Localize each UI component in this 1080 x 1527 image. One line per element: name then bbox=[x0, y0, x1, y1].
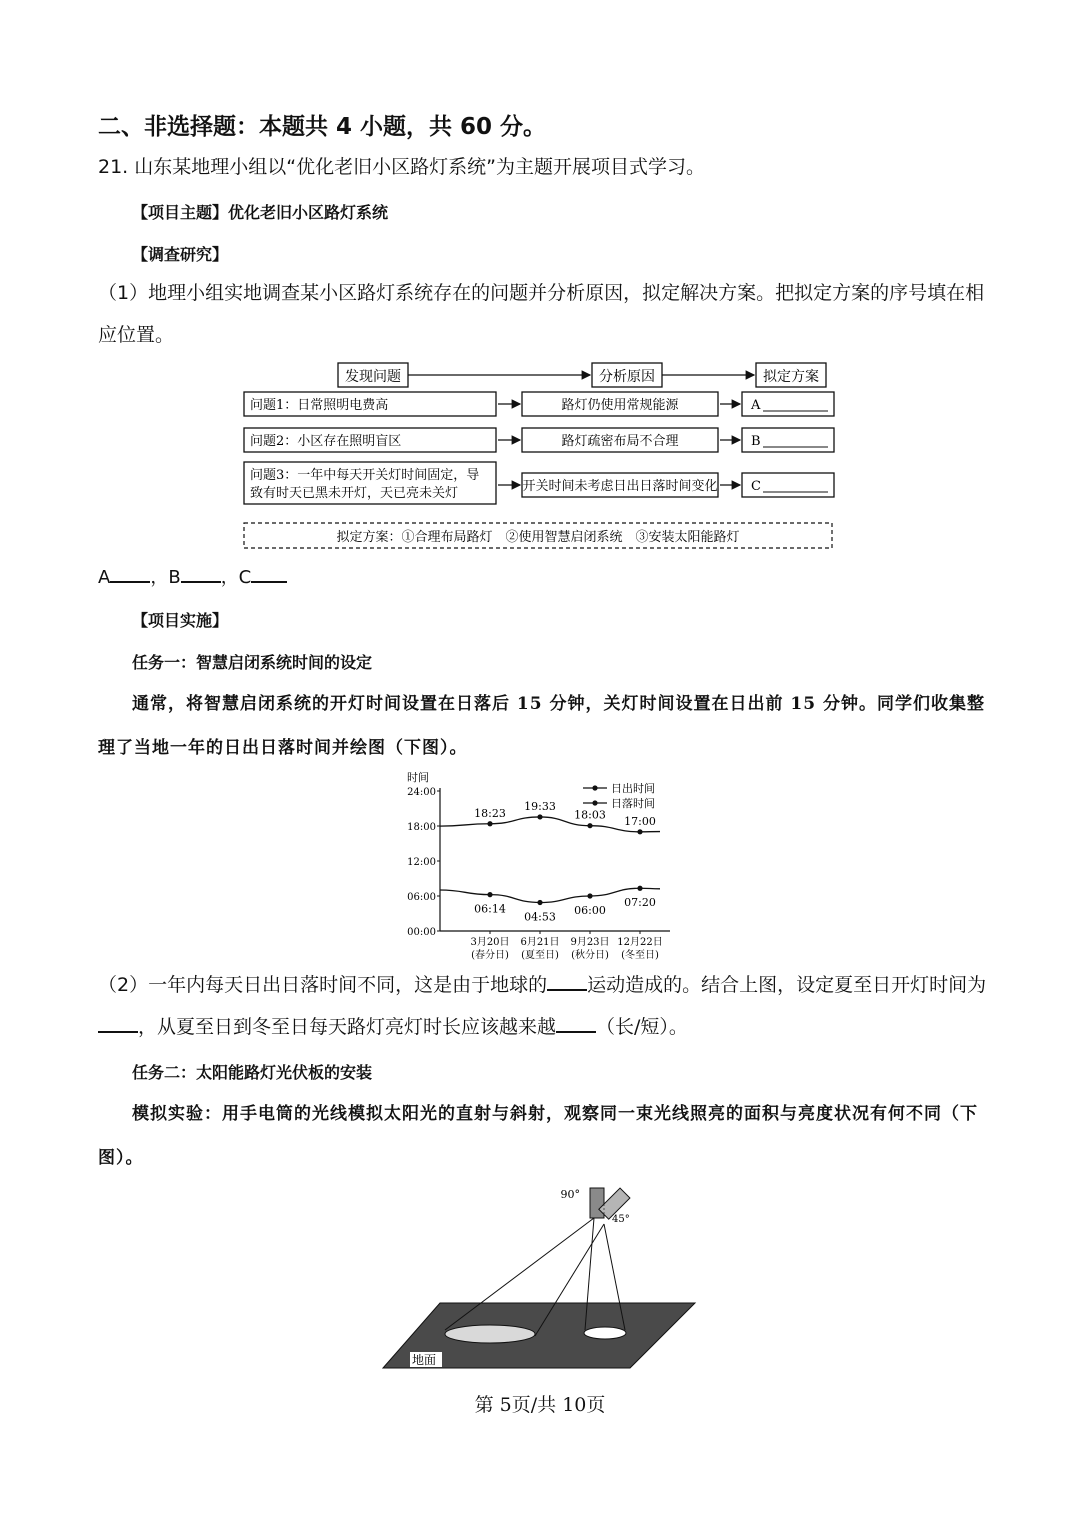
legend-marker bbox=[592, 785, 597, 790]
problem3-line1: 问题3：一年中每天开关灯时间固定，导 bbox=[250, 468, 480, 483]
data-label: 19:33 bbox=[524, 799, 556, 813]
data-point bbox=[587, 823, 592, 828]
question-intro: 21. 山东某地理小组以“优化老旧小区路灯系统”为主题开展项目式学习。 bbox=[98, 156, 705, 178]
x-tick-note: (秋分日) bbox=[571, 950, 609, 961]
direct-light-spot bbox=[584, 1327, 626, 1339]
chart-ylabel: 时间 bbox=[407, 771, 429, 784]
data-label: 04:53 bbox=[524, 910, 556, 924]
x-tick-label: 12月22日 bbox=[617, 937, 663, 948]
x-tick-note: (春分日) bbox=[471, 950, 509, 961]
q2-part1: （2）一年内每天日出日落时间不同，这是由于地球的 bbox=[98, 974, 548, 996]
implementation-heading: 【项目实施】 bbox=[132, 611, 229, 630]
problem3-line2: 致有时天已黑未开灯，天已亮未关灯 bbox=[250, 486, 459, 501]
x-tick-note: (夏至日) bbox=[521, 950, 559, 961]
ground-label: 地面 bbox=[412, 1353, 437, 1367]
survey-heading: 【调查研究】 bbox=[132, 245, 229, 264]
data-label: 07:20 bbox=[624, 896, 656, 910]
x-tick-label: 3月20日 bbox=[470, 937, 510, 948]
q2-blank-trend[interactable] bbox=[556, 1013, 596, 1033]
angle-90-label: 90° bbox=[560, 1188, 580, 1201]
header-analyze: 分析原因 bbox=[599, 369, 655, 385]
legend-label: 日出时间 bbox=[611, 782, 655, 795]
flowchart bbox=[240, 360, 840, 555]
slot-b: B bbox=[751, 434, 761, 449]
page-footer: 第 5页/共 10页 bbox=[474, 1394, 606, 1416]
data-label: 18:03 bbox=[574, 808, 606, 822]
cause2: 路灯疏密布局不合理 bbox=[561, 434, 679, 449]
q1-text: （1）地理小组实地调查某小区路灯系统存在的问题并分析原因，拟定解决方案。把拟定方案的序号填在相应位置。 bbox=[98, 282, 985, 346]
task1-text: 通常，将智慧启闭系统的开灯时间设置在日落后 15 分钟，关灯时间设置在日出前 15 分钟。同学们收集整理了当地一年的日出日落时间并绘图（下图）。 bbox=[98, 694, 985, 758]
angle-45-label: 45° bbox=[612, 1214, 630, 1225]
q2-blank-time[interactable] bbox=[98, 1013, 138, 1033]
options-text: 拟定方案：①合理布局路灯 ②使用智慧启闭系统 ③安装太阳能路灯 bbox=[336, 530, 740, 545]
data-point bbox=[487, 892, 492, 897]
answer-b-label: ，B bbox=[150, 567, 181, 588]
flashlight-demo-figure bbox=[380, 1180, 700, 1375]
cause1: 路灯仍使用常规能源 bbox=[561, 398, 679, 413]
answer-a-blank[interactable] bbox=[110, 563, 150, 583]
legend-marker bbox=[592, 800, 597, 805]
data-point bbox=[537, 900, 542, 905]
legend-label: 日落时间 bbox=[611, 797, 655, 810]
data-point bbox=[637, 829, 642, 834]
y-tick-label: 12:00 bbox=[407, 857, 436, 868]
x-tick-label: 9月23日 bbox=[570, 937, 610, 948]
cause3: 开关时间未考虑日出日落时间变化 bbox=[522, 479, 718, 494]
answer-a-label: A bbox=[98, 567, 111, 588]
answer-line bbox=[98, 563, 287, 589]
x-tick-note: (冬至日) bbox=[621, 950, 659, 961]
sunrise-sunset-chart bbox=[395, 768, 685, 963]
answer-c-blank[interactable] bbox=[251, 563, 287, 583]
data-point bbox=[537, 814, 542, 819]
slot-a: A bbox=[751, 398, 761, 413]
problem1: 问题1：日常照明电费高 bbox=[250, 398, 389, 413]
task1-title: 任务一：智慧启闭系统时间的设定 bbox=[132, 653, 373, 672]
answer-c-label: ，C bbox=[220, 567, 252, 588]
project-theme: 【项目主题】优化老旧小区路灯系统 bbox=[132, 203, 389, 222]
flashlight-vertical bbox=[590, 1188, 604, 1218]
q2-part3: ，从夏至日到冬至日每天路灯亮灯时长应该越来越 bbox=[138, 1016, 557, 1038]
y-tick-label: 18:00 bbox=[407, 822, 436, 833]
data-point bbox=[637, 886, 642, 891]
answer-b-blank[interactable] bbox=[181, 563, 221, 583]
data-point bbox=[587, 893, 592, 898]
task2-text: 模拟实验：用手电筒的光线模拟太阳光的直射与斜射，观察同一束光线照亮的面积与亮度状况有何不同（下图）。 bbox=[98, 1104, 978, 1168]
q2-blank-motion[interactable] bbox=[547, 971, 587, 991]
data-label: 18:23 bbox=[474, 806, 506, 820]
problem2: 问题2：小区存在照明盲区 bbox=[250, 434, 402, 449]
y-tick-label: 00:00 bbox=[407, 927, 436, 938]
slot-c: C bbox=[751, 479, 761, 494]
task2-title: 任务二：太阳能路灯光伏板的安装 bbox=[132, 1063, 373, 1082]
oblique-light-spot bbox=[445, 1325, 535, 1343]
x-tick-label: 6月21日 bbox=[520, 937, 560, 948]
data-point bbox=[487, 821, 492, 826]
data-label: 06:00 bbox=[574, 904, 606, 917]
q2-text bbox=[98, 964, 988, 1048]
q2-part4: （长/短）。 bbox=[596, 1016, 688, 1038]
data-label: 06:14 bbox=[474, 902, 506, 916]
q2-part2: 运动造成的。结合上图，设定夏至日开灯时间为 bbox=[587, 974, 987, 996]
y-tick-label: 24:00 bbox=[407, 787, 436, 798]
section-title: 二、非选择题：本题共 4 小题，共 60 分。 bbox=[98, 114, 547, 140]
data-label: 17:00 bbox=[624, 814, 656, 828]
y-tick-label: 06:00 bbox=[407, 892, 436, 903]
header-find: 发现问题 bbox=[345, 369, 401, 385]
header-plan: 拟定方案 bbox=[763, 369, 819, 385]
